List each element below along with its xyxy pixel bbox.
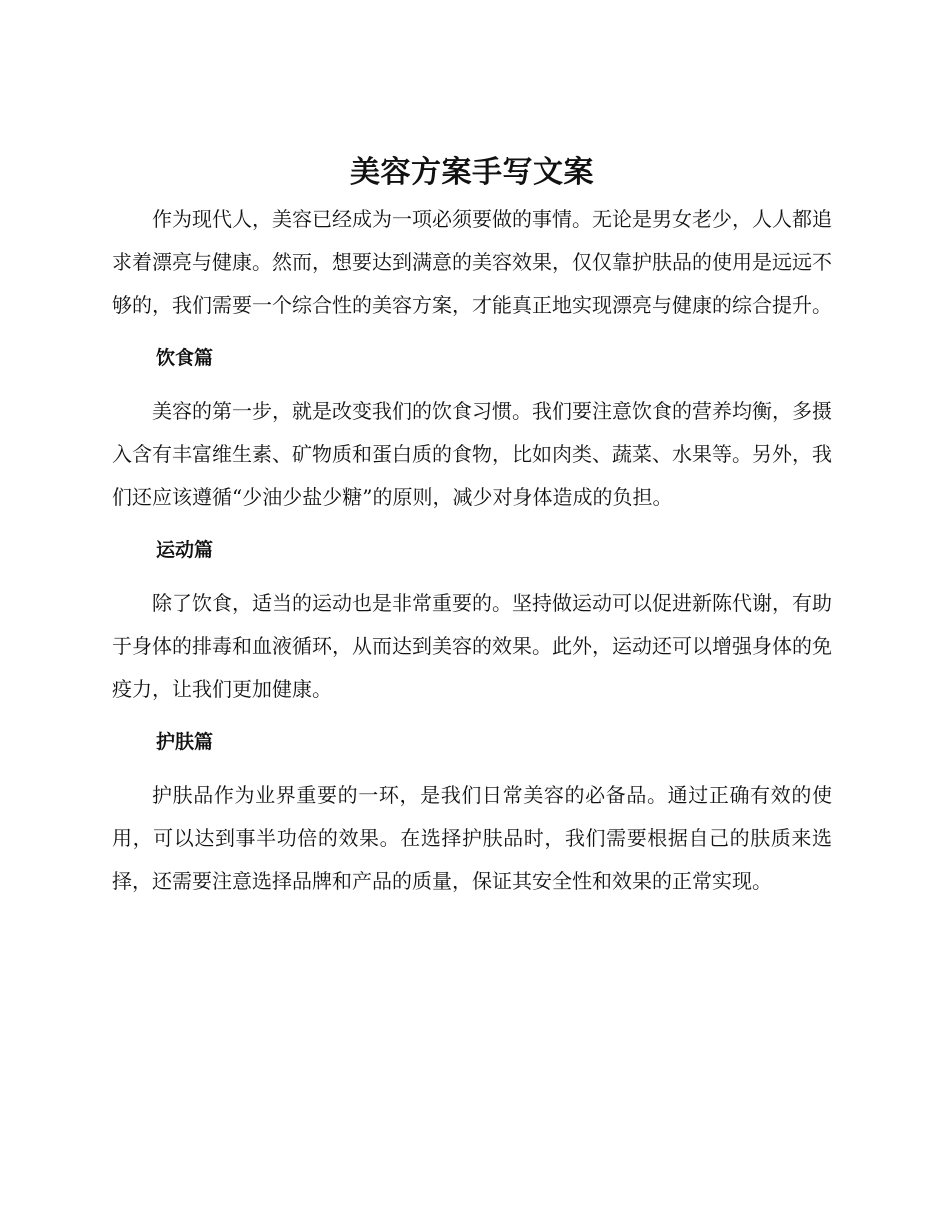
document-title: 美容方案手写文案 <box>350 155 594 190</box>
section-body-exercise: 除了饮食，适当的运动也是非常重要的。坚持做运动可以促进新陈代谢，有助于身体的排毒和血液循环，从而达到美容的效果。此外，运动还可以增强身体的免疫力，让我们更加健康。 <box>112 591 832 701</box>
section-gap <box>112 380 832 390</box>
section-gap <box>112 519 832 529</box>
section-heading-exercise: 运动篇 <box>156 539 214 561</box>
section-heading-diet: 饮食篇 <box>156 347 214 369</box>
section-gap <box>112 572 832 582</box>
section-gap <box>112 711 832 721</box>
section-body-skincare: 护肤品作为业界重要的一环，是我们日常美容的必备品。通过正确有效的使用，可以达到事半功倍的效果。在选择护肤品时，我们需要根据自己的肤质来选择，还需要注意选择品牌和产品的质量，保证其安全性和效果的正常实现。 <box>112 783 832 893</box>
section-heading-skincare: 护肤篇 <box>156 731 214 753</box>
intro-paragraph: 作为现代人，美容已经成为一项必须要做的事情。无论是男女老少，人人都追求着漂亮与健康。然而，想要达到满意的美容效果，仅仅靠护肤品的使用是远远不够的，我们需要一个综合性的美容方案，才能真正地实现漂亮与健康的综合提升。 <box>112 207 832 317</box>
section-gap <box>112 764 832 774</box>
section-body-diet: 美容的第一步，就是改变我们的饮食习惯。我们要注意饮食的营养均衡，多摄入含有丰富维生素、矿物质和蛋白质的食物，比如肉类、蔬菜、水果等。另外，我们还应该遵循“少油少盐少糖”的原则，减少对身体造成的负担。 <box>112 399 832 509</box>
section-gap <box>112 327 832 337</box>
document-content <box>112 148 832 903</box>
